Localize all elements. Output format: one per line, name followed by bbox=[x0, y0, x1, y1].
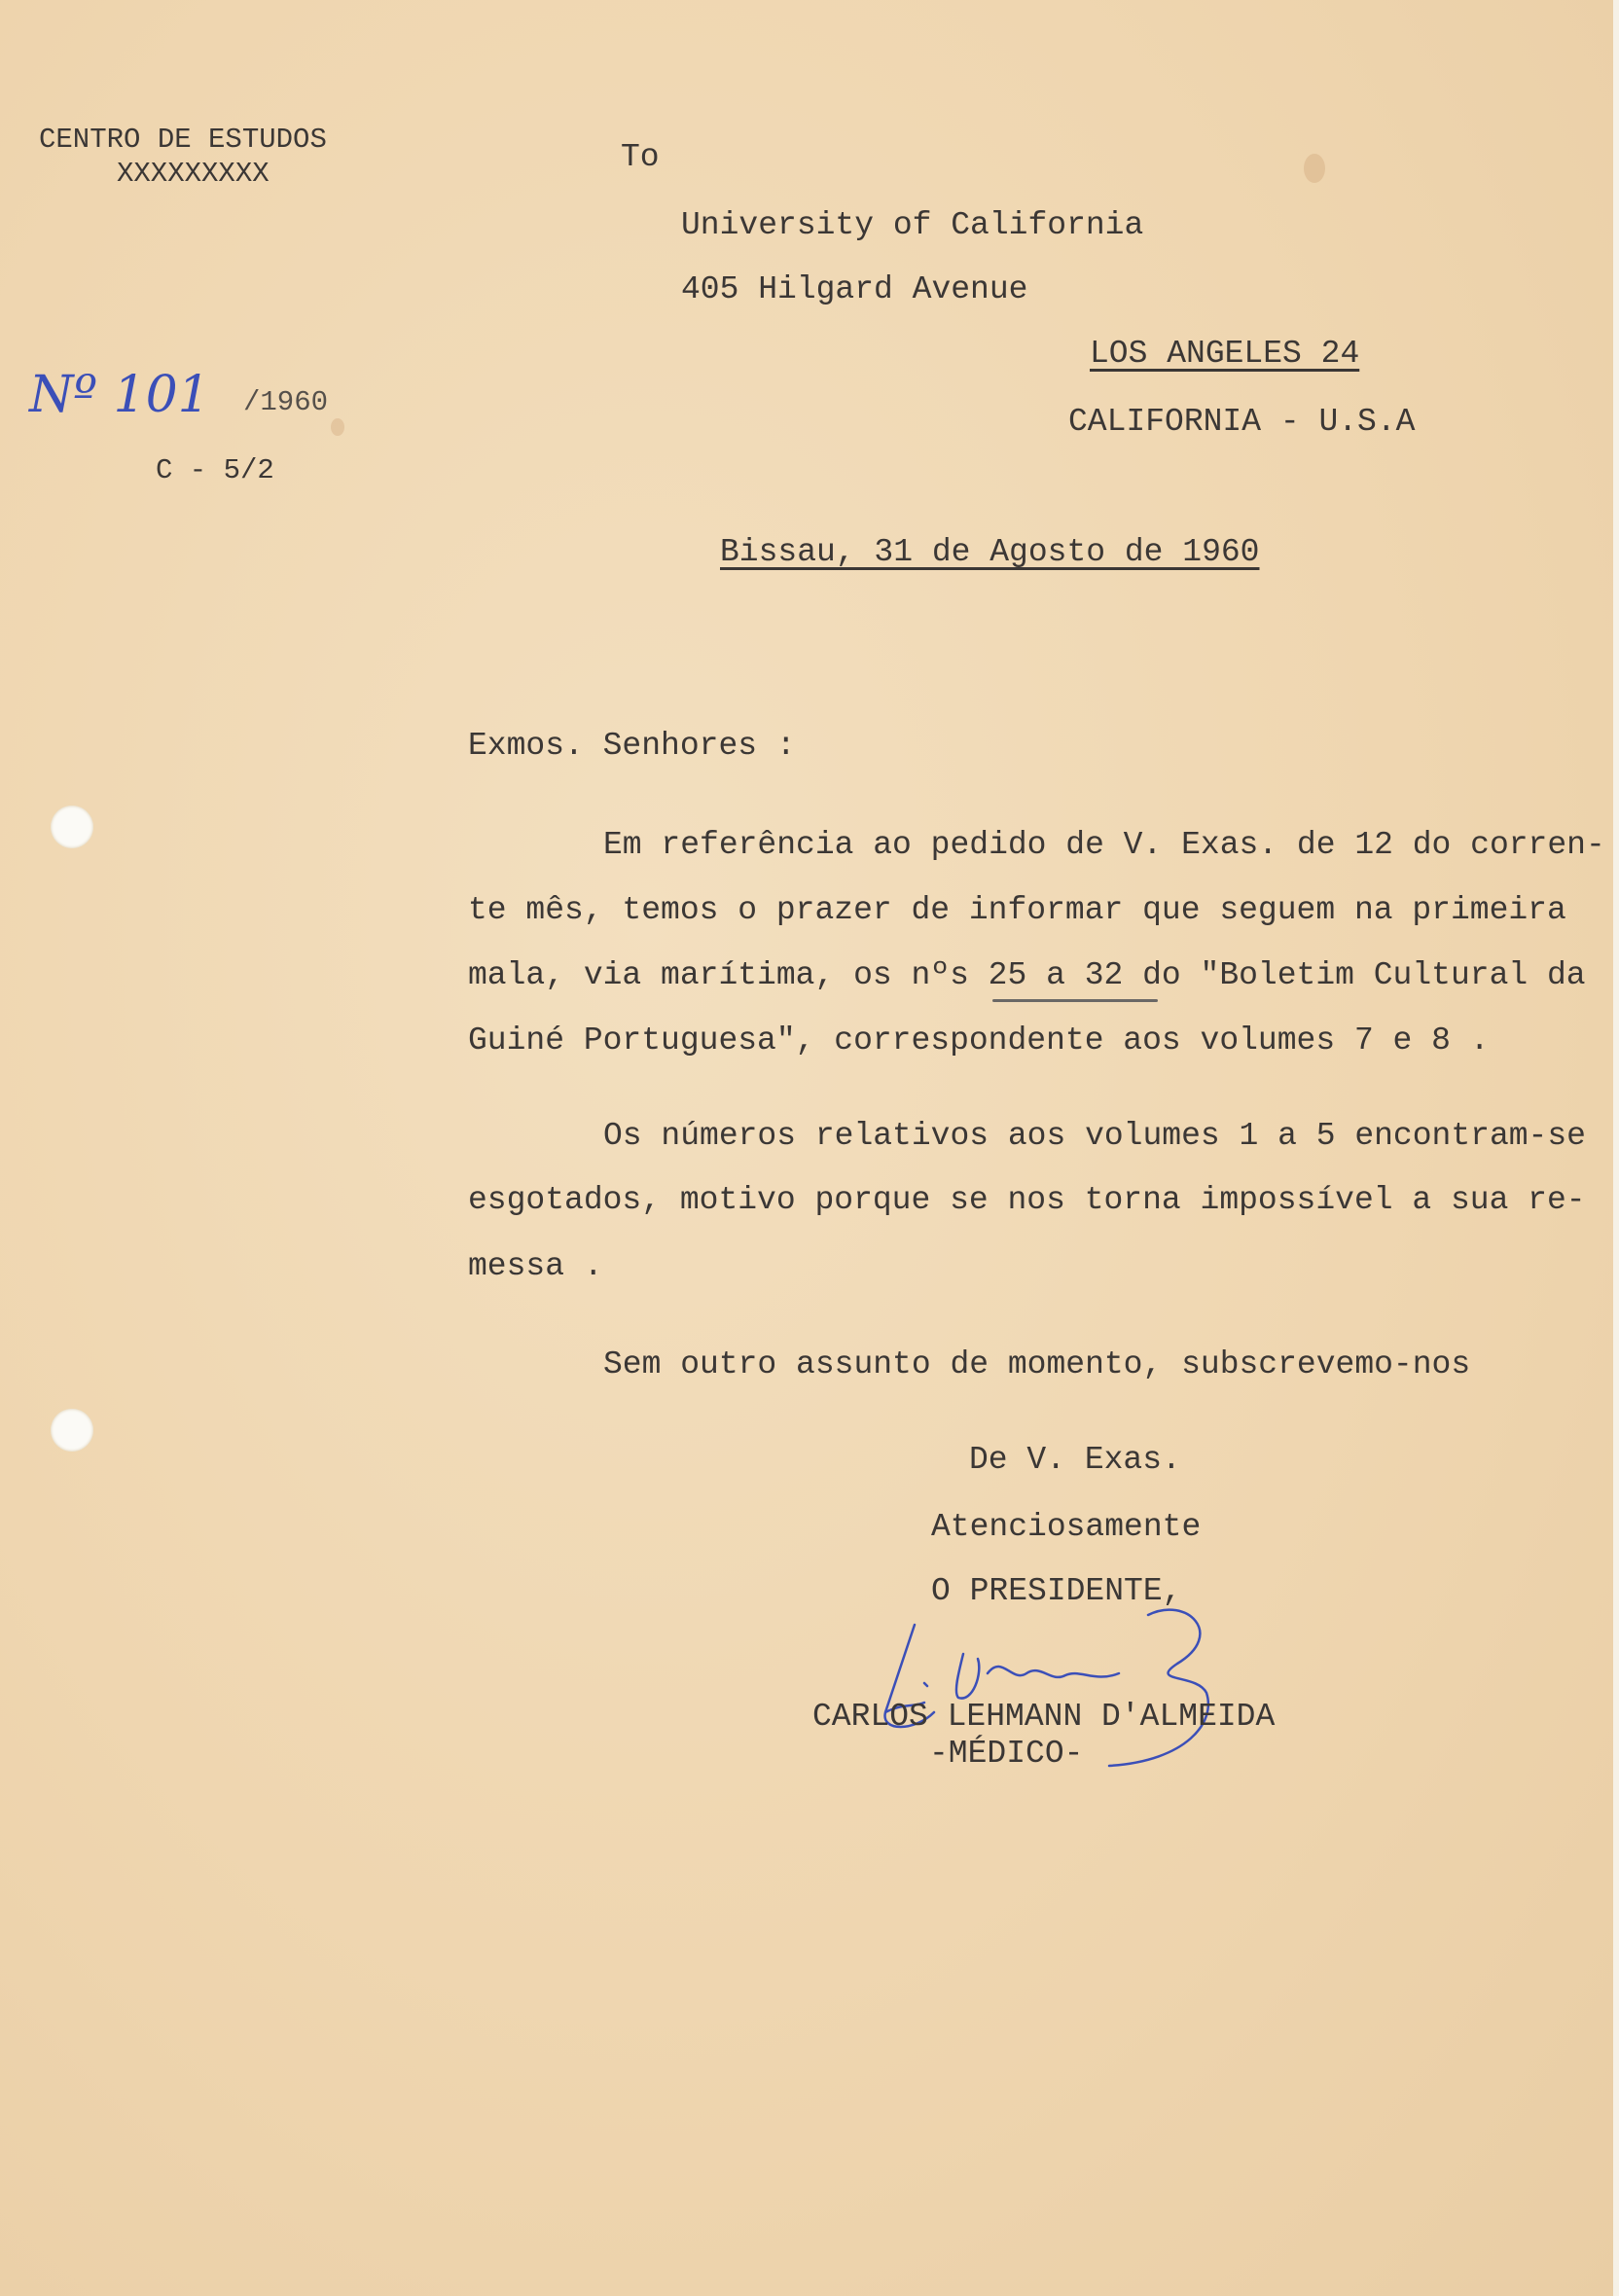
paragraph1-line: Em referência ao pedido de V. Exas. de 12 do corren- bbox=[603, 827, 1605, 863]
punch-hole bbox=[51, 1409, 93, 1452]
signatory-name: CARLOS LEHMANN D'ALMEIDA bbox=[812, 1699, 1276, 1735]
recipient-name: University of California bbox=[681, 207, 1144, 243]
paragraph2-line: messa . bbox=[468, 1248, 603, 1284]
paragraph2-line: esgotados, motivo porque se nos torna impossível a sua re- bbox=[468, 1182, 1586, 1218]
paper-edge bbox=[1613, 0, 1619, 2296]
closing-line: Sem outro assunto de momento, subscrevemo-nos bbox=[603, 1346, 1471, 1382]
to-label: To bbox=[621, 139, 660, 175]
punch-hole bbox=[51, 806, 93, 848]
stain bbox=[331, 418, 344, 436]
closing-courtesy: De V. Exas. bbox=[969, 1442, 1181, 1478]
closing-regards: Atenciosamente bbox=[931, 1509, 1202, 1545]
paragraph1-line: mala, via marítima, os nºs 25 a 32 do "Boletim Cultural da bbox=[468, 957, 1586, 993]
paragraph1-line: te mês, temos o prazer de informar que seguem na primeira bbox=[468, 892, 1566, 928]
stain bbox=[1304, 154, 1325, 183]
reference-year: /1960 bbox=[243, 386, 329, 418]
paragraph1-line: Guiné Portuguesa", correspondente aos volumes 7 e 8 . bbox=[468, 1022, 1490, 1058]
handwritten-number: Nº 101 bbox=[29, 366, 210, 424]
pencil-underline bbox=[992, 999, 1158, 1002]
recipient-street: 405 Hilgard Avenue bbox=[681, 271, 1028, 307]
paragraph2-line: Os números relativos aos volumes 1 a 5 encontram-se bbox=[603, 1118, 1586, 1154]
salutation: Exmos. Senhores : bbox=[468, 728, 796, 764]
signatory-title: O PRESIDENTE, bbox=[931, 1573, 1182, 1609]
signatory-profession: -MÉDICO- bbox=[929, 1736, 1084, 1772]
letterhead-line1: CENTRO DE ESTUDOS bbox=[39, 124, 327, 156]
reference-code: C - 5/2 bbox=[156, 454, 274, 486]
recipient-city: LOS ANGELES 24 bbox=[1090, 336, 1360, 372]
letterhead-line2: XXXXXXXXX bbox=[117, 158, 270, 190]
recipient-country: CALIFORNIA - U.S.A bbox=[1068, 404, 1416, 440]
date-line: Bissau, 31 de Agosto de 1960 bbox=[720, 534, 1260, 570]
